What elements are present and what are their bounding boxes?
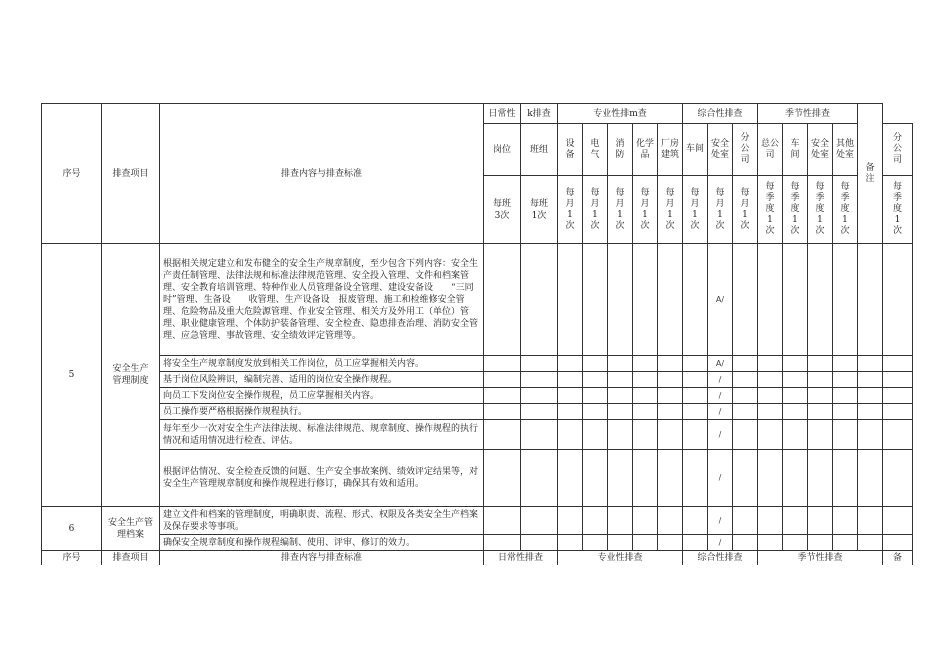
sub-7: 车间 [683,124,708,176]
header-content: 排查内容与排查标准 [160,104,484,244]
footer-special: 专业性排查 [558,551,683,565]
table-row [42,388,913,404]
row-content: 根据评估情况、安全检查反馈的问题、生产安全事故案例、绩效评定结果等，对安全生产管理规章制度和操作规程进行修订，确保其有效和适用。 [160,450,484,507]
freq-2: 每月1次 [558,176,583,244]
sub-6: 厂房建筑 [658,124,683,176]
inspection-table [41,103,913,565]
freq-13: 每季度1次 [833,176,858,244]
freq-3: 每月1次 [583,176,608,244]
sub-1: 班组 [521,124,558,176]
footer-content: 排查内容与排查标准 [160,551,484,565]
header-row-1 [42,104,913,124]
table-row [42,356,913,372]
table-row [42,420,913,450]
sub-4: 消防 [608,124,633,176]
row-content: 建立文件和档案的管理制度，明确职责、流程、形式、权限及各类安全生产档案及保存要求等事项。 [160,507,484,535]
table-row [42,450,913,507]
freq-5: 每月1次 [633,176,658,244]
check-mark: / [708,535,733,551]
sub-3: 电气 [583,124,608,176]
row-content: 确保安全规章制度和操作规程编制、使用、评审、修订的效力。 [160,535,484,551]
check-mark: / [708,372,733,388]
check-mark: / [708,404,733,420]
footer-comprehensive: 综合性排查 [683,551,758,565]
header-seasonal: 季节性排查 [758,104,858,124]
row-no: 5 [42,244,102,507]
check-mark: A/ [708,356,733,372]
check-mark: / [708,507,733,535]
row-item: 安全生产管理制度 [102,244,160,507]
freq-4: 每月1次 [608,176,633,244]
sub-10: 总公司 [758,124,783,176]
sub-13: 其他处室 [833,124,858,176]
freq-12: 每季度1次 [808,176,833,244]
freq-0: 每班3次 [484,176,521,244]
check-mark: / [708,388,733,404]
check-mark: / [708,420,733,450]
row-content: 根据相关规定建立和发布健全的安全生产规章制度，至少包含下列内容：安全生产责任制管理、法律法规和标准法律规范管理、安全投入管理、文件和档案管理、安全教育培训管理、特种作业人员管理备设全管理、建设安备设 “三同时”管理、生备设 收管理、生产设备设 报废管理、施工和检维修安全管理、危险物品及重大危险源管理、作业安全管理、相关方及外用工（单位）管理、职业健康管理、个体防护装备管理、安全检查、隐患排查治理、消防安全管理、应急管理、事故管理、安全绩效评定管理等。 [160,244,484,356]
footer-no: 序号 [42,551,102,565]
table-row [42,404,913,420]
sub-11: 车间 [783,124,808,176]
footer-header-row [42,551,913,565]
row-content: 将安全生产规章制度发放到相关工作岗位，员工应掌握相关内容。 [160,356,484,372]
sub-9: 分公司 [733,124,758,176]
freq-1: 每班1次 [521,176,558,244]
freq-7: 每月1次 [683,176,708,244]
row-content: 向员工下发岗位安全操作规程，员工应掌握相关内容。 [160,388,484,404]
sub-0: 岗位 [484,124,521,176]
header-comprehensive: 综合性排查 [683,104,758,124]
freq-9: 每月1次 [733,176,758,244]
header-no: 序号 [42,104,102,244]
freq-6: 每月1次 [658,176,683,244]
freq-11: 每季度1次 [783,176,808,244]
check-mark: A/ [708,244,733,356]
row-no: 6 [42,507,102,551]
header-item: 排查项目 [102,104,160,244]
freq-8: 每月1次 [708,176,733,244]
table-row [42,507,913,535]
table-row [42,535,913,551]
sub-5: 化学品 [633,124,658,176]
footer-item: 排查项目 [102,551,160,565]
freq-10: 每季度1次 [758,176,783,244]
header-special: 专业性排m查 [558,104,683,124]
sub-12: 安全处室 [808,124,833,176]
footer-remark: 备 [883,551,913,565]
row-content: 每年至少一次对安全生产法律法规、标准法律规范、规章制度、操作规程的执行情况和适用情况进行检查、评估。 [160,420,484,450]
table-row [42,372,913,388]
sub-2: 设备 [558,124,583,176]
footer-seasonal: 季节性排查 [758,551,883,565]
freq-14: 每季度1次 [883,176,913,244]
row-content: 基于岗位风险辨识，编制完善、适用的岗位安全操作规程。 [160,372,484,388]
row-item: 安全生产管理档案 [102,507,160,551]
header-k: k排查 [521,104,558,124]
footer-daily: 日常性排查 [484,551,558,565]
table-row [42,244,913,356]
sub-8: 安全处室 [708,124,733,176]
row-content: 员工操作要严格根据操作规程执行。 [160,404,484,420]
header-daily: 日常性 [484,104,521,124]
sub-14: 分公司 [883,124,913,176]
header-remark: 备注 [858,104,883,244]
check-mark: / [708,450,733,507]
